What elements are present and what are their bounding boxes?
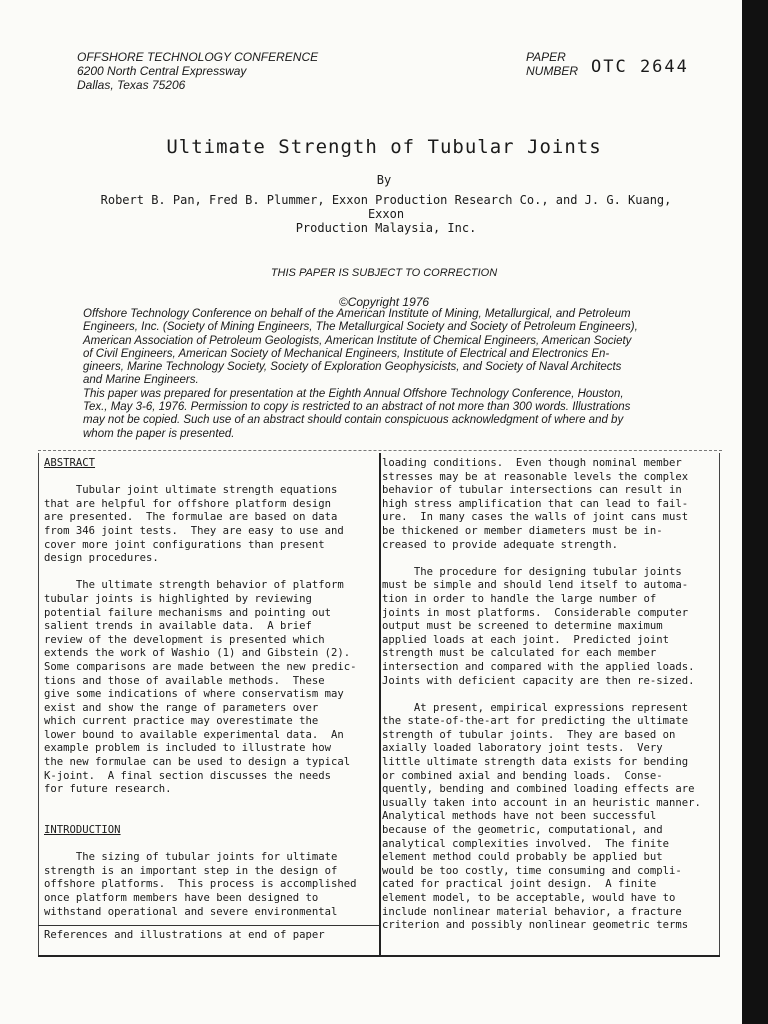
legal-line: This paper was prepared for presentation at the Eighth Annual Offshore Technology Conference, Houston,	[83, 387, 624, 400]
text-line: give some indications of where conservatism may	[44, 688, 344, 701]
text-line: high stress amplification that can lead to fail-	[382, 497, 689, 510]
text-line: analytical complexities involved. The finite	[382, 837, 670, 850]
text-line: include nonlinear material behavior, a fracture	[382, 905, 682, 918]
authors-line-1: Robert B. Pan, Fred B. Plummer, Exxon Production Research Co., and J. G. Kuang, Exxon	[100, 193, 672, 221]
text-line: Some comparisons are made between the new predic-	[44, 660, 357, 673]
number-label: NUMBER	[526, 64, 579, 78]
legal-line: American Association of Petroleum Geologists, American Institute of Chemical Engineers, American Society	[83, 334, 632, 347]
text-line: creased to provide adequate strength.	[382, 538, 618, 551]
right-column	[382, 457, 718, 933]
legal-line: of Civil Engineers, American Society of Mechanical Engineers, Institute of Electrical and Electronics En-	[83, 347, 610, 360]
legal-line: Tex., May 3-6, 1976. Permission to copy is restricted to an abstract of not more than 300 words. Illustrations	[83, 401, 631, 414]
footnote-rule	[38, 925, 379, 926]
paper-title: Ultimate Strength of Tubular Joints	[166, 136, 602, 158]
section-top-rule	[38, 450, 722, 451]
text-line: At present, empirical expressions represent	[382, 701, 689, 714]
text-line: for future research.	[44, 783, 172, 796]
text-line: tubular joints is highlighted by reviewing	[44, 592, 312, 605]
introduction-paragraph-1	[44, 851, 374, 919]
abstract-heading: ABSTRACT	[44, 457, 96, 469]
introduction-heading: INTRODUCTION	[44, 824, 121, 837]
text-line: must be simple and should lend itself to automa-	[382, 579, 689, 592]
text-line: element method could probably be applied but	[382, 851, 663, 864]
text-line: K-joint. A final section discusses the needs	[44, 769, 332, 782]
paper-label: PAPER	[526, 50, 566, 64]
section-bottom-rule	[38, 955, 720, 957]
conference-name: OFFSHORE TECHNOLOGY CONFERENCE	[77, 50, 319, 64]
text-line: Analytical methods have not been successful	[382, 810, 657, 823]
text-line: The sizing of tubular joints for ultimate	[44, 851, 338, 864]
text-line: would be too costly, time consuming and compli-	[382, 864, 682, 877]
legal-line: Engineers, Inc. (Society of Mining Engineers, The Metallurgical Society and Society of Petroleum Engineers),	[83, 321, 638, 334]
right-paragraph-3	[382, 702, 718, 933]
authors	[96, 193, 676, 235]
by-line: By	[376, 173, 392, 187]
legal-line: gineers, Marine Technology Society, Society of Exploration Geophysicists, and Society of Naval Architects	[83, 361, 622, 374]
text-line: element model, to be acceptable, would have to	[382, 892, 676, 904]
text-line: withstand operational and severe environmental	[44, 905, 338, 918]
paper-number: OTC 2644	[591, 57, 689, 77]
text-line: which current practice may overestimate the	[44, 715, 319, 728]
text-line: intersection and compared with the applied loads.	[382, 660, 695, 673]
text-line: be thickened or member diameters must be in-	[382, 524, 663, 537]
text-line: strength must be calculated for each member	[382, 647, 657, 660]
text-line: criterion and possibly nonlinear geometric terms	[382, 919, 689, 932]
text-line: Joints with deficient capacity are then re-sized.	[382, 674, 695, 687]
legal-line: Offshore Technology Conference on behalf of the American Institute of Mining, Metallurgical, and Petroleum	[83, 308, 631, 320]
text-line: example problem is included to illustrate how	[44, 742, 332, 755]
text-line: are presented. The formulae are based on data	[44, 511, 338, 524]
text-line: cover more joint configurations than present	[44, 538, 325, 551]
abstract-paragraph-2	[44, 579, 374, 797]
right-paragraph-2	[382, 566, 718, 688]
text-line: salient trends in available data. A brief	[44, 620, 312, 633]
abstract-paragraph-1	[44, 484, 374, 566]
text-line: offshore platforms. This process is accomplished	[44, 878, 357, 891]
text-line: lower bound to available experimental data. An	[44, 728, 344, 741]
text-line: loading conditions. Even though nominal member	[382, 457, 682, 469]
paper-number-label	[526, 50, 578, 78]
legal-line: may not be copied. Such use of an abstract should contain conspicuous acknowledgment of where and by	[83, 414, 624, 427]
text-line: usually taken into account in an heuristic manner.	[382, 796, 701, 809]
text-line: review of the development is presented which	[44, 633, 325, 646]
text-line: behavior of tubular intersections can result in	[382, 484, 682, 497]
correction-notice: THIS PAPER IS SUBJECT TO CORRECTION	[270, 267, 498, 279]
legal-notice	[83, 308, 698, 441]
text-line: that are helpful for offshore platform design	[44, 497, 332, 510]
text-line: axially loaded laboratory joint tests. Very	[382, 742, 663, 755]
text-line: tions and those of available methods. These	[44, 674, 325, 687]
text-line: exist and show the range of parameters over	[44, 701, 319, 714]
left-column	[44, 457, 374, 919]
text-line: strength is an important step in the design of	[44, 864, 338, 877]
text-line: or combined axial and bending loads. Conse-	[382, 769, 663, 782]
text-line: cated for practical joint design. A finite	[382, 878, 657, 891]
text-line: The procedure for designing tubular joints	[382, 565, 682, 578]
text-line: extends the work of Washio (1) and Gibstein (2).	[44, 647, 351, 660]
text-line: joints in most platforms. Considerable computer	[382, 606, 689, 619]
text-line: output must be screened to determine maximum	[382, 620, 663, 633]
text-line: the new formulae can be used to design a typical	[44, 756, 351, 769]
text-line: strength of tubular joints. They are based on	[382, 728, 676, 741]
text-line: quently, bending and combined loading effects are	[382, 783, 695, 796]
conference-address-block	[77, 50, 318, 92]
right-paragraph-1	[382, 457, 718, 552]
column-divider	[379, 453, 381, 955]
text-line: ure. In many cases the walls of joint cans must	[382, 511, 689, 524]
text-line: once platform members have been designed to	[44, 892, 319, 904]
right-border	[719, 453, 720, 955]
legal-line: and Marine Engineers.	[83, 374, 199, 387]
text-line: because of the geometric, computational, and	[382, 824, 663, 837]
authors-line-2: Production Malaysia, Inc.	[295, 221, 477, 235]
copyright-line: ©Copyright 1976	[338, 295, 430, 309]
text-line: design procedures.	[44, 552, 159, 565]
text-line: little ultimate strength data exists for bending	[382, 756, 689, 769]
conference-address-line: 6200 North Central Expressway	[77, 64, 247, 78]
text-line: from 346 joint tests. They are easy to use and	[44, 524, 344, 537]
text-line: potential failure mechanisms and pointing out	[44, 606, 332, 619]
text-line: Tubular joint ultimate strength equations	[44, 484, 338, 497]
text-line: stresses may be at reasonable levels the complex	[382, 470, 689, 483]
left-border	[38, 453, 39, 955]
text-line: applied loads at each joint. Predicted joint	[382, 633, 670, 646]
legal-line: whom the paper is presented.	[83, 427, 235, 440]
text-line: The ultimate strength behavior of platform	[44, 579, 344, 592]
text-line: tion in order to handle the large number of	[382, 592, 657, 605]
conference-city-line: Dallas, Texas 75206	[77, 78, 186, 92]
text-line: the state-of-the-art for predicting the ultimate	[382, 715, 689, 728]
footnote: References and illustrations at end of paper	[44, 929, 325, 941]
